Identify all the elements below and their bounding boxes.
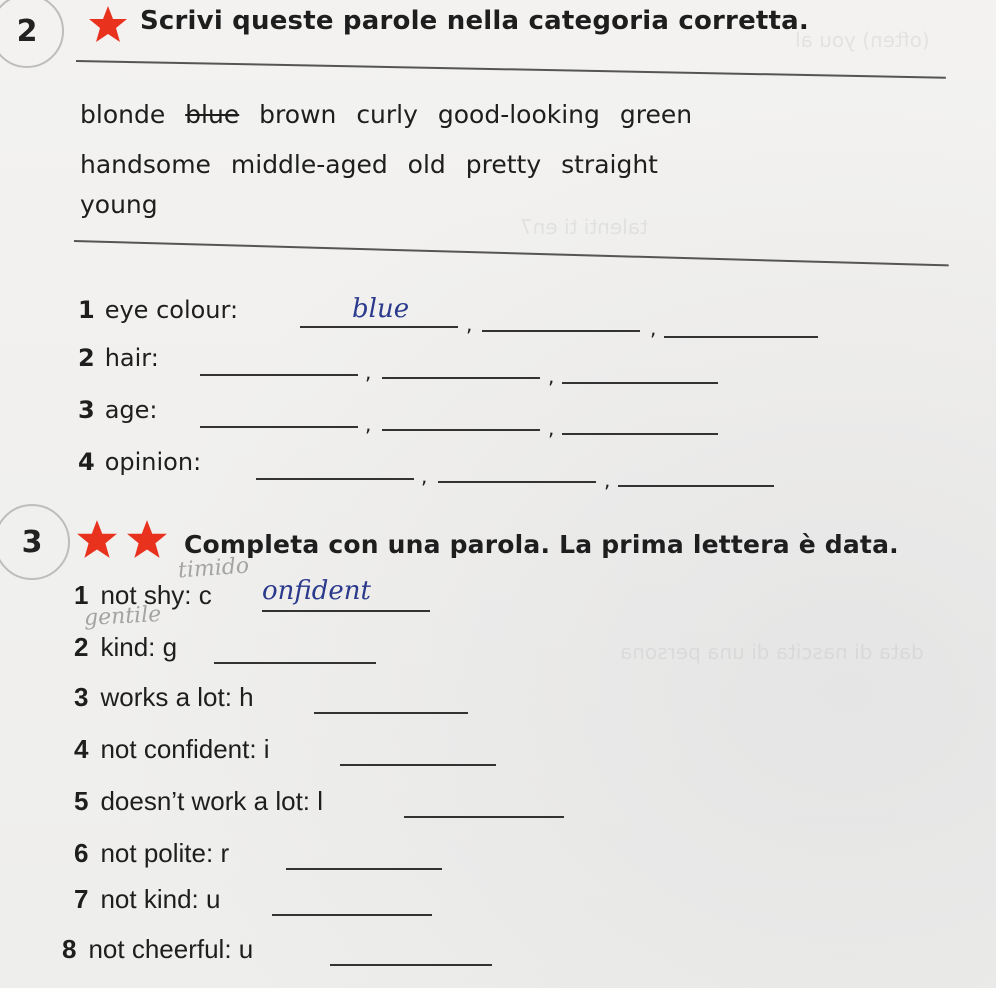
item-number: 4 [78,448,95,476]
word-chip: green [619,100,693,129]
word-chip: brown [259,100,337,129]
exercise-number: 2 [16,13,38,49]
item-number: 5 [74,786,89,816]
answer-blank[interactable] [256,478,414,480]
answer-blank[interactable] [618,485,774,487]
category-row [78,448,201,476]
item-prompt: not confident: i [100,734,270,764]
page-bleed: (often) you al [795,28,930,52]
word-bank-line [80,100,692,129]
item-label: age: [104,396,158,424]
answer-blank[interactable] [214,662,376,664]
answer-blank[interactable] [200,426,358,428]
answer-blank[interactable] [382,429,540,431]
exercise-number-badge [0,0,64,68]
word-bank-line [80,190,158,219]
word-chip: old [407,150,446,179]
exercise-item [74,682,254,713]
comma: , [365,360,372,384]
exercise-instruction: Completa con una parola. La prima lettera è data. [184,530,899,559]
comma: , [466,312,473,336]
exercise-instruction: Scrivi queste parole nella categoria corretta. [140,6,809,36]
word-chip: young [80,190,158,219]
exercise-item [74,838,229,869]
item-number: 1 [78,296,95,324]
word-chip: good-looking [437,100,600,129]
item-number: 6 [74,838,89,868]
exercise-number: 3 [21,524,43,560]
divider [76,60,946,79]
comma: , [548,364,555,388]
answer-blank[interactable] [562,433,718,435]
answer-blank[interactable] [272,914,432,916]
divider [74,240,949,266]
item-prompt: works a lot: h [100,682,254,712]
comma: , [650,316,657,340]
page-bleed: talenti ti en7 [520,215,648,239]
word-chip: curly [356,100,418,129]
word-chip: middle-aged [230,150,388,179]
item-label: hair: [104,344,159,372]
answer-blank[interactable] [300,326,458,328]
item-number: 2 [74,632,89,662]
answer-blank[interactable] [482,330,640,332]
answer-blank[interactable] [340,764,496,766]
star-icon [76,518,118,560]
category-row [78,396,158,424]
item-number: 2 [78,344,95,372]
answer-blank[interactable] [404,816,564,818]
pencil-note: timido [177,553,250,584]
comma: , [365,412,372,436]
exercise-item [62,934,253,965]
item-prompt: doesn’t work a lot: l [100,786,324,816]
item-label: eye colour: [104,296,239,324]
item-number: 3 [74,682,89,712]
item-prompt: not shy: c [100,580,212,610]
item-prompt: not polite: r [100,838,230,868]
answer-blank[interactable] [382,377,540,379]
word-chip: pretty [465,150,542,179]
word-chip-used: blue [185,100,240,129]
answer-blank[interactable] [314,712,468,714]
item-prompt: not cheerful: u [88,934,254,964]
word-bank-line [80,150,658,179]
answer-blank[interactable] [286,868,442,870]
star-icon [88,4,128,44]
answer-blank[interactable] [262,610,430,612]
answer-blank[interactable] [664,336,818,338]
star-icon [126,518,168,560]
pencil-note: gentile [83,601,162,632]
page-bleed: data di nascita di una persona [620,640,924,664]
word-chip: blonde [80,100,166,129]
comma: , [421,464,428,488]
handwritten-answer: onfident [262,576,371,606]
category-row [78,296,238,324]
exercise-item [74,580,212,611]
exercise-item [74,632,177,663]
answer-blank[interactable] [330,964,492,966]
answer-blank[interactable] [438,481,596,483]
item-number: 8 [62,934,77,964]
comma: , [548,416,555,440]
exercise-item [74,884,220,915]
handwritten-answer: blue [352,294,410,324]
comma: , [604,468,611,492]
item-number: 7 [74,884,89,914]
item-number: 1 [74,580,89,610]
item-prompt: kind: g [100,632,178,662]
category-row [78,344,159,372]
item-number: 3 [78,396,95,424]
word-chip: straight [561,150,658,179]
answer-blank[interactable] [200,374,358,376]
exercise-number-badge [0,504,70,580]
item-label: opinion: [104,448,202,476]
exercise-item [74,734,270,765]
item-prompt: not kind: u [100,884,221,914]
exercise-item [74,786,323,817]
answer-blank[interactable] [562,382,718,384]
word-chip: handsome [80,150,211,179]
item-number: 4 [74,734,89,764]
